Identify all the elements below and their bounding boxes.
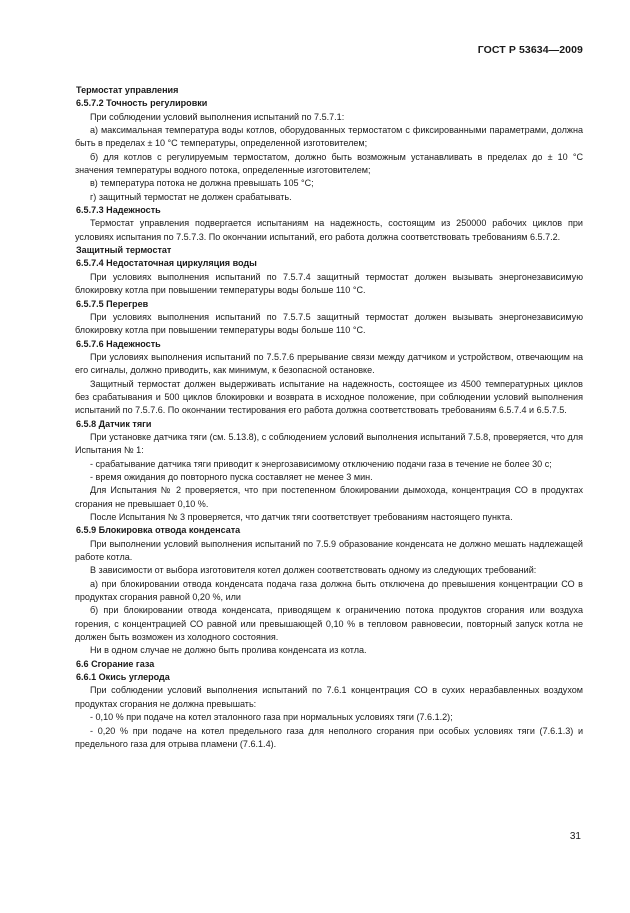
section-heading: Термостат управления (76, 85, 179, 95)
body-paragraph: Термостат управления подвергается испытаниям на надежность, состоящим из 250000 рабочих циклов при условиях испытания по 7.5.7.3. По окончании испытаний, его работа должна соответствовать требованиям 6.5.7.2. (75, 218, 583, 242)
document-body (75, 84, 583, 751)
body-paragraph: При выполнении условий выполнения испытаний по 7.5.9 образование конденсата не должно мешать надлежащей работе котла. (75, 538, 583, 563)
section-heading: 6.5.9 Блокировка отвода конденсата (76, 525, 241, 536)
section-heading: Защитный термостат (76, 245, 172, 256)
body-paragraph: Для Испытания № 2 проверяется, что при постепенном блокировании дымохода, концентрация СО в продуктах сгорания не превышает 0,10 %. (75, 485, 583, 509)
body-paragraph: б) при блокировании отвода конденсата, приводящем к ограничению потока продуктов сгорания или воздуха горения, с концентрацией СО равной или превышающей 0,10 % в тепловом равновесии, повторный запуск котла не должен быть возможен из холодного состояния. (75, 605, 583, 643)
body-paragraph: При установке датчика тяги (см. 5.13.8), с соблюдением условий выполнения испытаний 7.5.8, проверяется, что для Испытания № 1: (75, 431, 583, 456)
section-heading: 6.5.8 Датчик тяги (76, 418, 152, 429)
body-paragraph: При соблюдении условий выполнения испытаний по 7.6.1 концентрация СО в сухих неразбавленных воздухом продуктах сгорания не должна превышать: (75, 685, 583, 709)
section-heading: 6.6 Сгорание газа (76, 658, 155, 669)
section-heading: 6.5.7.6 Надежность (76, 338, 161, 349)
section-heading: 6.5.7.4 Недостаточная циркуляция воды (76, 258, 257, 269)
section-heading: 6.5.7.5 Перегрев (76, 298, 149, 309)
body-paragraph: Ни в одном случае не должно быть пролива конденсата из котла. (90, 645, 367, 656)
body-paragraph: При условиях выполнения испытаний по 7.5.7.6 прерывание связи между датчиком и устройством, отвечающим на его сигналы, должно приводить, как минимум, к безопасной остановке. (75, 351, 583, 376)
body-paragraph: После Испытания № 3 проверяется, что датчик тяги соответствует требованиям настоящего пункта. (90, 512, 513, 522)
body-paragraph: В зависимости от выбора изготовителя котел должен соответствовать одному из следующих требований: (90, 565, 537, 576)
body-paragraph: - 0,20 % при подаче на котел предельного газа для неполного сгорания при особых условиях тяги (7.6.1.3) и предельного газа для отрыва пламени (7.6.1.4). (75, 725, 583, 749)
body-paragraph: б) для котлов с регулируемым термостатом, должно быть возможным устанавливать в пределах до ± 10 °С значения температуры водного потока, определенные изготовителем; (75, 151, 583, 176)
section-heading: 6.5.7.2 Точность регулировки (76, 98, 208, 109)
body-paragraph: - срабатывание датчика тяги приводит к энергозависимому отключению подачи газа в течение не более 30 с; (90, 458, 552, 469)
body-paragraph: Защитный термостат должен выдерживать испытание на надежность, состоящее из 4500 температурных циклов без срабатывания и 500 циклов блокировки и возврата в исходное положение, при соблюдении условий выполнения испытаний по 7.5.7.6. По окончании тестирования его работа должна соответствовать требованиям 6.5.7.4 и 6.5.7.5. (75, 378, 583, 416)
body-paragraph: При условиях выполнения испытаний по 7.5.7.5 защитный термостат должен вызывать энергонезависимую блокировку котла при повышении температуры воды больше 110 °С. (75, 311, 583, 336)
section-heading: 6.6.1 Окись углерода (76, 672, 170, 683)
section-heading: 6.5.7.3 Надежность (76, 205, 161, 216)
body-paragraph: в) температура потока не должна превышать 105 °С; (90, 178, 314, 189)
body-paragraph: г) защитный термостат не должен срабатывать. (90, 191, 292, 202)
body-paragraph: а) максимальная температура воды котлов, оборудованных термостатом с фиксированными параметрами, должна быть в пределах ± 10 °С температуры, определенной изготовителем; (75, 125, 583, 149)
document-header: ГОСТ Р 53634—2009 (477, 44, 583, 56)
body-paragraph: а) при блокировании отвода конденсата подача газа должна быть отключена до превышения концентрации СО в продуктах сгорания равной 0,20 %, или (75, 578, 583, 603)
body-paragraph: При соблюдении условий выполнения испытаний по 7.5.7.1: (90, 111, 345, 122)
page-number: 31 (569, 831, 581, 842)
body-paragraph: При условиях выполнения испытаний по 7.5.7.4 защитный термостат должен вызывать энергонезависимую блокировку котла при повышении температуры воды больше 110 °С. (75, 271, 583, 296)
body-paragraph: - 0,10 % при подаче на котел эталонного газа при нормальных условиях тяги (7.6.1.2); (90, 712, 453, 723)
body-paragraph: - время ожидания до повторного пуска составляет не менее 3 мин. (90, 471, 373, 482)
